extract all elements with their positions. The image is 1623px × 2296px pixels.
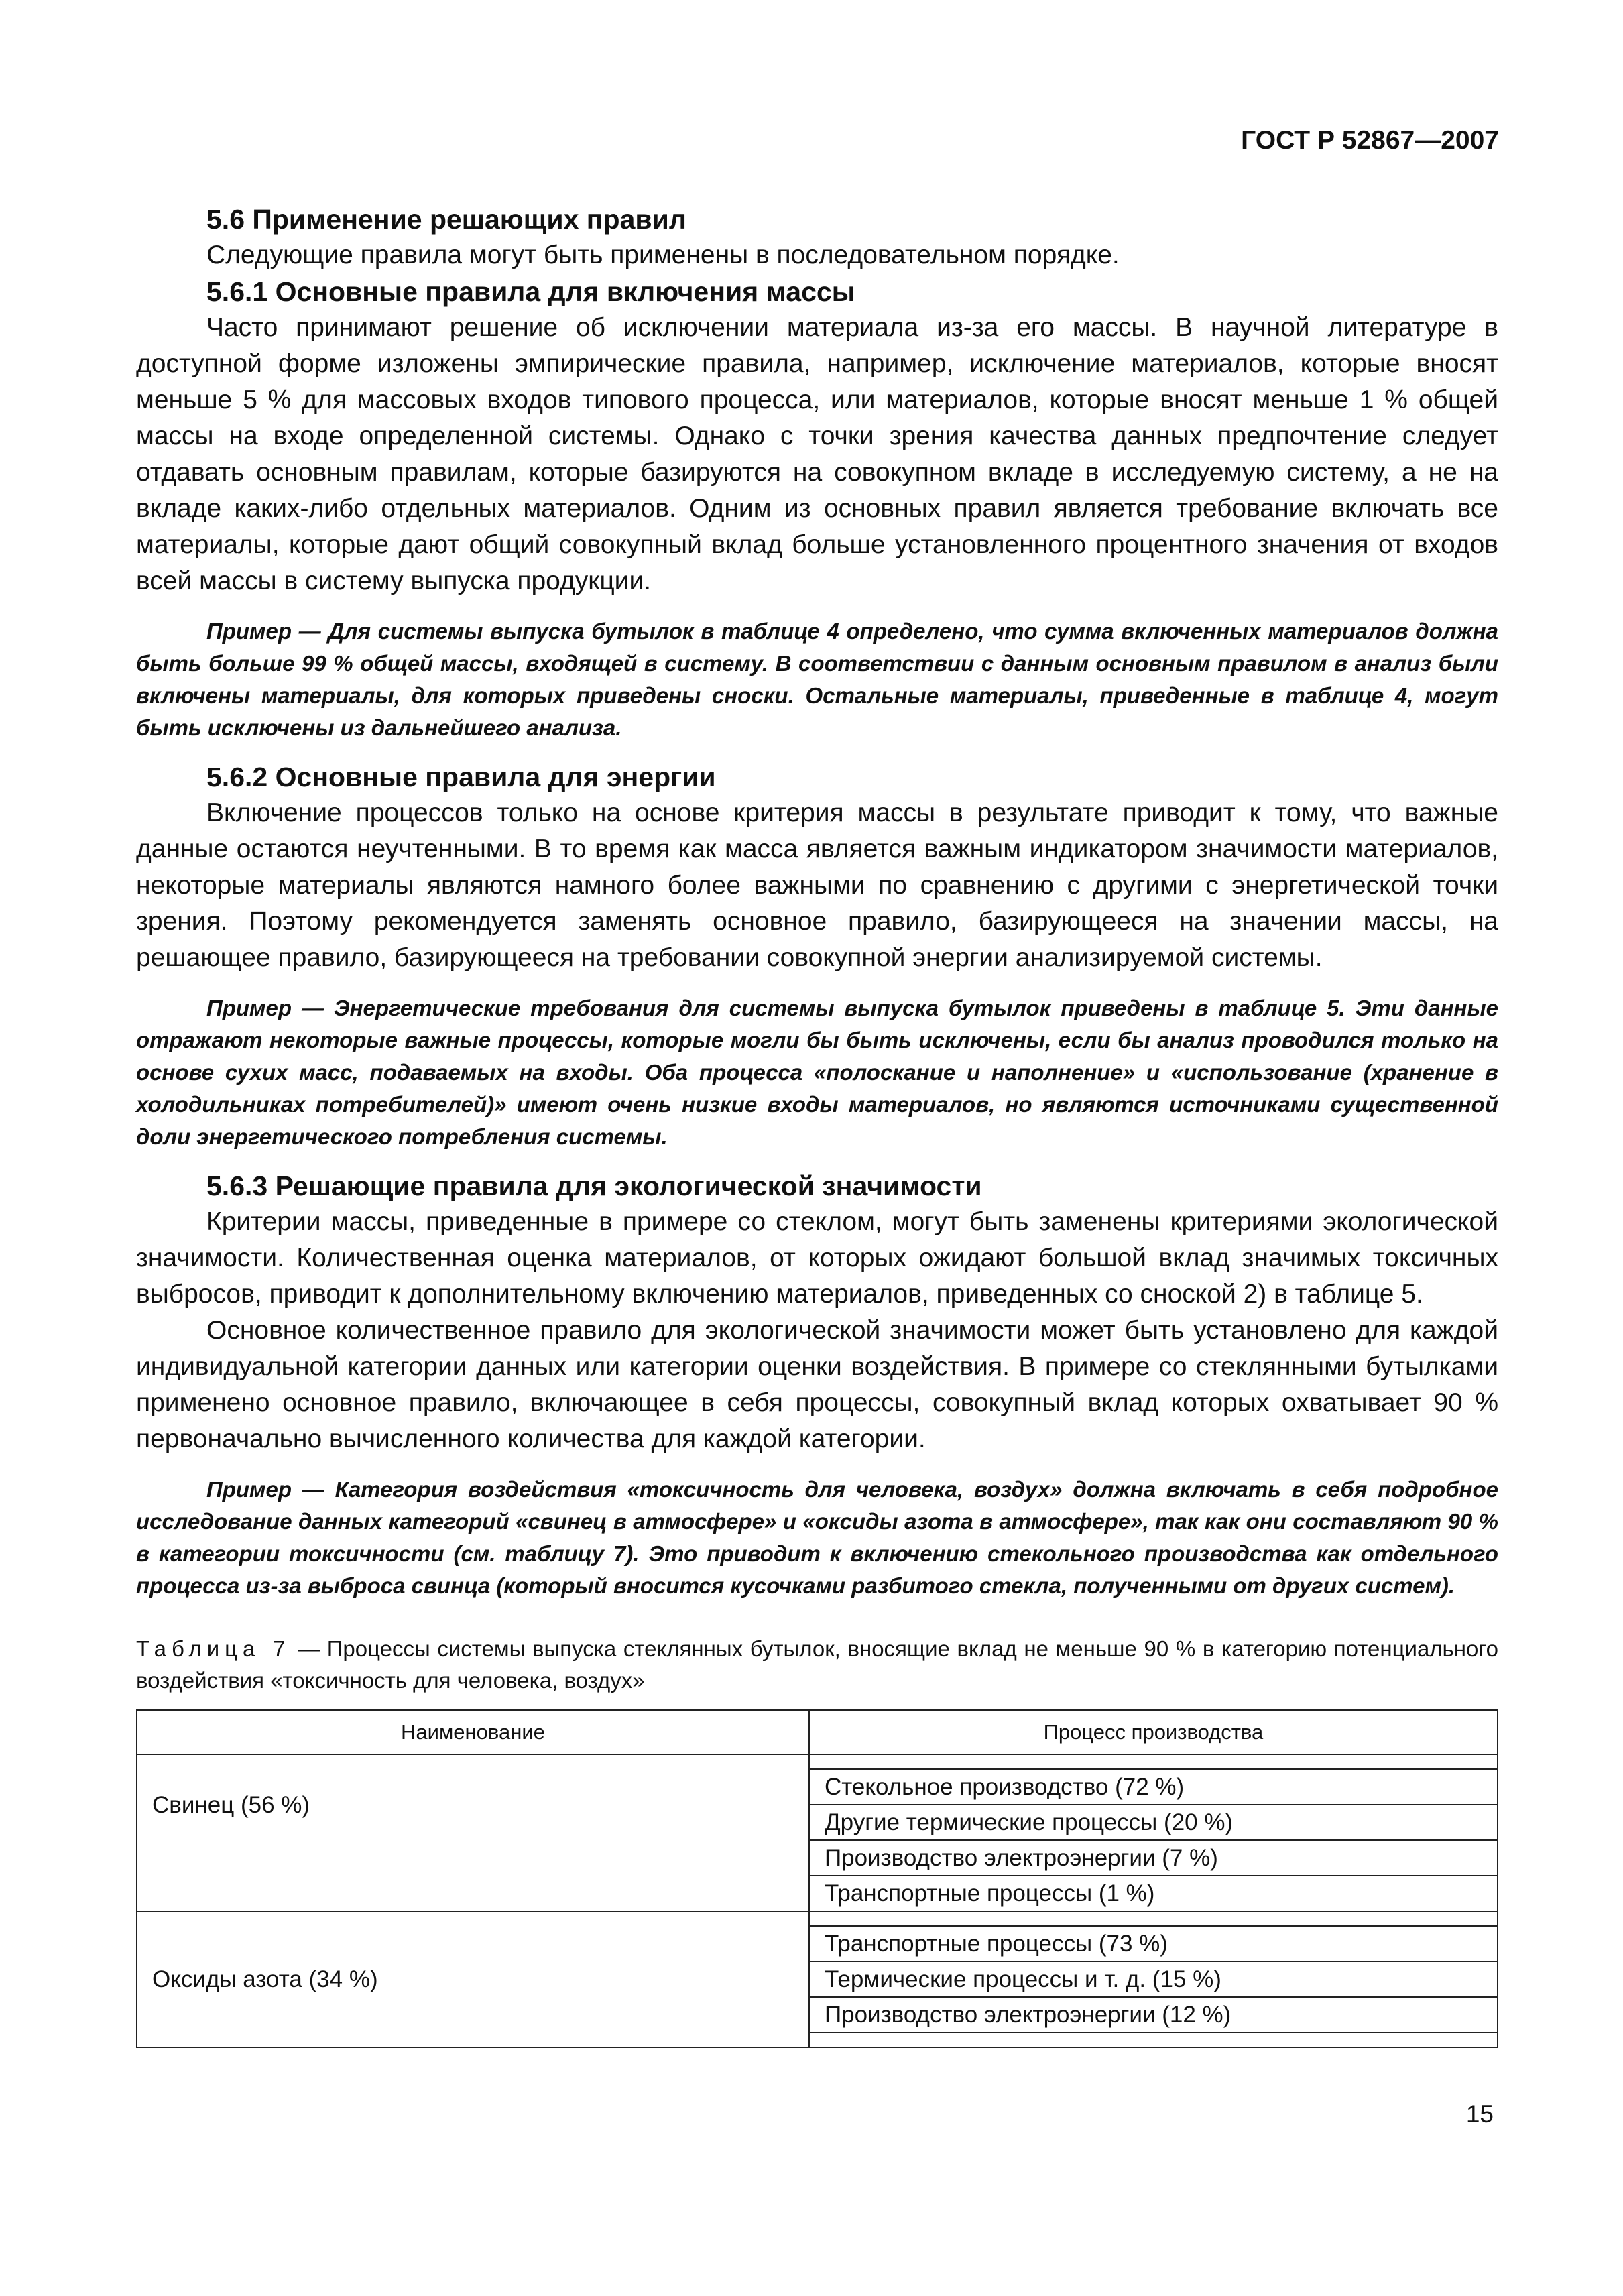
column-header-process: Процесс производства bbox=[809, 1710, 1498, 1754]
section-5-6-intro: Следующие правила могут быть применены в последовательном порядке. bbox=[206, 241, 1120, 269]
section-heading-5-6-2: 5.6.2 Основные правила для энергии bbox=[206, 762, 716, 792]
table-caption-label: Таблица 7 bbox=[136, 1636, 291, 1661]
section-5-6-3-body-1: Критерии массы, приведенные в примере со стеклом, могут быть заменены критериями экологической значимости. Количественная оценка материалов, от которых ожидают большой вклад значимых токсичных выбросов, приводит к дополнительному включению материалов, приведенных со сноской 2) в таблице 5. bbox=[136, 1207, 1498, 1309]
table-row bbox=[137, 1926, 1498, 1961]
section-heading-5-6-3: 5.6.3 Решающие правила для экологической значимости bbox=[206, 1170, 982, 1201]
section-5-6-3-body-2: Основное количественное правило для экологической значимости может быть установлено для каждой индивидуальной категории данных или категории оценки воздействия. В примере со стеклянными бутылками применено основное правило, включающее в себя процессы, совокупный вклад которых охватывает 90 % первоначально вычисленного количества для каждой категории. bbox=[136, 1316, 1498, 1453]
section-5-6-1-body: Часто принимают решение об исключении материала из-за его массы. В научной литературе в доступной форме изложены эмпирические правила, например, исключение материалов, которые вносят меньше 5 % для массовых входов типового процесса, или материалов, которые вносят меньше 1 % общей массы на входе определенной системы. Однако с точки зрения качества данных предпочтение следует отдавать основным правилам, которые базируются на совокупном вкладе в исследуемую систему, а не на вкладе каких-либо отдельных материалов. Одним из основных правил является требование включать все материалы, которые дают общий совокупный вклад больше установленного процентного значения от входов всей массы в систему выпуска продукции. bbox=[136, 313, 1498, 595]
table-cell-substance: Свинец (56 %) bbox=[137, 1769, 809, 1911]
standard-number: ГОСТ Р 52867—2007 bbox=[1241, 126, 1499, 155]
table-cell-process: Другие термические процессы (20 %) bbox=[809, 1805, 1498, 1840]
section-5-6-3-example: Пример — Категория воздействия «токсичность для человека, воздух» должна включать в себя подробное исследование данных категорий «свинец в атмосфере» и «оксиды азота в атмосфере», так как они составляют 90 % в категории токсичности (см. таблицу 7). Это приводит к включению стекольного производства как отдельного процесса из-за выброса свинца (который вносится кусочками разбитого стекла, полученными от других систем). bbox=[136, 1477, 1498, 1598]
table-cell-substance: Оксиды азота (34 %) bbox=[137, 1926, 809, 2033]
table-cell-process: Стекольное производство (72 %) bbox=[809, 1769, 1498, 1805]
table-cell-process: Транспортные процессы (73 %) bbox=[809, 1926, 1498, 1961]
column-header-name: Наименование bbox=[137, 1710, 809, 1754]
document-body bbox=[136, 201, 1498, 2048]
table-header-row bbox=[137, 1710, 1498, 1754]
section-heading-5-6: 5.6 Применение решающих правил bbox=[206, 204, 686, 235]
table-cell-process: Производство электроэнергии (7 %) bbox=[809, 1840, 1498, 1876]
table-spacer-row bbox=[137, 1911, 1498, 1926]
table-row bbox=[137, 1769, 1498, 1805]
table-spacer-row bbox=[137, 1754, 1498, 1769]
section-heading-5-6-1: 5.6.1 Основные правила для включения массы bbox=[206, 276, 855, 307]
process-table bbox=[136, 1709, 1498, 2048]
section-5-6-2-body: Включение процессов только на основе критерия массы в результате приводит к тому, что важные данные остаются неучтенными. В то время как масса является важным индикатором значимости материалов, некоторые материалы являются намного более важными по сравнению с другими с энергетической точки зрения. Поэтому рекомендуется заменять основное правило, базирующееся на значении массы, на решающее правило, базирующееся на требовании совокупной энергии анализируемой системы. bbox=[136, 798, 1498, 972]
table-cell-process: Производство электроэнергии (12 %) bbox=[809, 1997, 1498, 2033]
section-5-6-2-example: Пример — Энергетические требования для системы выпуска бутылок приведены в таблице 5. Эти данные отражают некоторые важные процессы, которые могли бы быть исключены, если бы анализ проводился только на основе сухих масс, подаваемых на входы. Оба процесса «полоскание и наполнение» и «использование (хранение в холодильниках потребителей)» имеют очень низкие входы материалов, но являются источниками существенной доли энергетического потребления системы. bbox=[136, 995, 1498, 1149]
table-cell-process: Термические процессы и т. д. (15 %) bbox=[809, 1961, 1498, 1997]
table-cell-process: Транспортные процессы (1 %) bbox=[809, 1876, 1498, 1911]
page-number: 15 bbox=[1465, 2100, 1494, 2128]
section-5-6-1-example: Пример — Для системы выпуска бутылок в таблице 4 определено, что сумма включенных материалов должна быть больше 99 % общей массы, входящей в систему. В соответствии с данным основным правилом в анализ были включены материалы, для которых приведены сноски. Остальные материалы, приведенные в таблице 4, могут быть исключены из дальнейшего анализа. bbox=[136, 619, 1498, 740]
table-caption-text: — Процессы системы выпуска стеклянных бутылок, вносящие вклад не меньше 90 % в категорию потенциального воздействия «токсичность для человека, воздух» bbox=[136, 1636, 1498, 1693]
table-spacer-row bbox=[137, 2033, 1498, 2047]
table-caption bbox=[136, 1633, 1498, 1696]
